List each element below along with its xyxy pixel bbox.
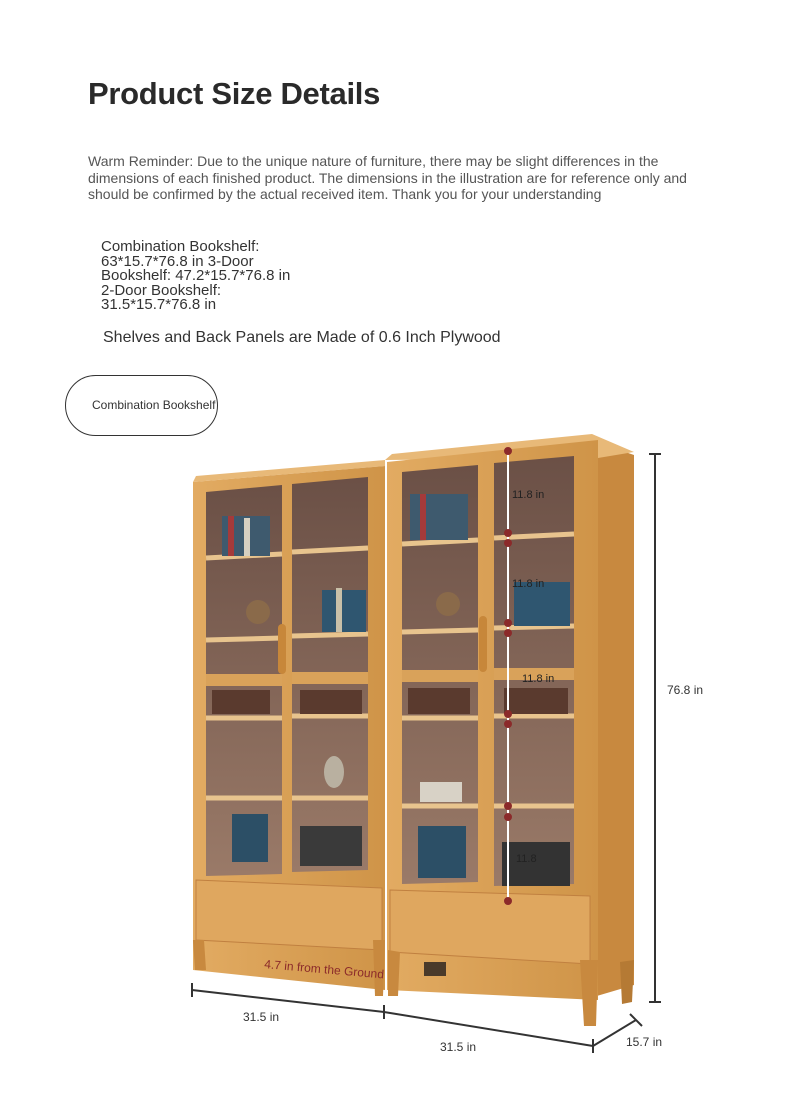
shelf-spacing-label: 11.8 — [516, 853, 537, 865]
shelf-spacing-label: 11.8 in — [512, 489, 545, 501]
width-right-label: 31.5 in — [440, 1040, 477, 1054]
door-handle — [278, 624, 286, 674]
door-rail — [402, 670, 478, 682]
leg — [424, 962, 446, 976]
height-label: 76.8 in — [667, 683, 704, 697]
drawer — [390, 890, 590, 964]
warm-reminder-text: Warm Reminder: Due to the unique nature of furniture, there may be slight differences in the dimensions of each finished product. The dimensions in the illustration are for reference only and should be confirmed by the actual received item. Thank you for your understanding — [88, 153, 687, 202]
door-rail — [206, 674, 282, 686]
drawer — [196, 880, 382, 950]
leg — [620, 960, 634, 1004]
ground-clearance-label: 4.7 in from the Ground — [263, 957, 385, 982]
leg — [388, 950, 400, 996]
door-rail — [292, 672, 368, 684]
size-line: 31.5*15.7*76.8 in — [101, 296, 217, 313]
shelf-spacing-label: 11.8 in — [512, 578, 545, 590]
size-line: 2-Door Bookshelf: — [101, 281, 222, 299]
size-line: Combination Bookshelf: — [101, 238, 260, 255]
height-dimension-line — [649, 454, 661, 1002]
width-left-label: 31.5 in — [243, 1010, 280, 1024]
material-note: Shelves and Back Panels are Made of 0.6 Inch Plywood — [103, 329, 501, 346]
leg — [580, 960, 598, 1026]
door-handle — [479, 616, 487, 672]
size-line: 63*15.7*76.8 in 3-Door — [101, 252, 254, 270]
depth-label: 15.7 in — [626, 1035, 663, 1049]
page-title: Product Size Details — [88, 76, 381, 111]
combination-bookshelf-tag: Combination Bookshelf — [65, 375, 218, 436]
size-line: Bookshelf: 47.2*15.7*76.8 in — [101, 267, 291, 284]
leg — [193, 940, 206, 970]
shelf-spacing-label: 11.8 in — [522, 673, 555, 685]
